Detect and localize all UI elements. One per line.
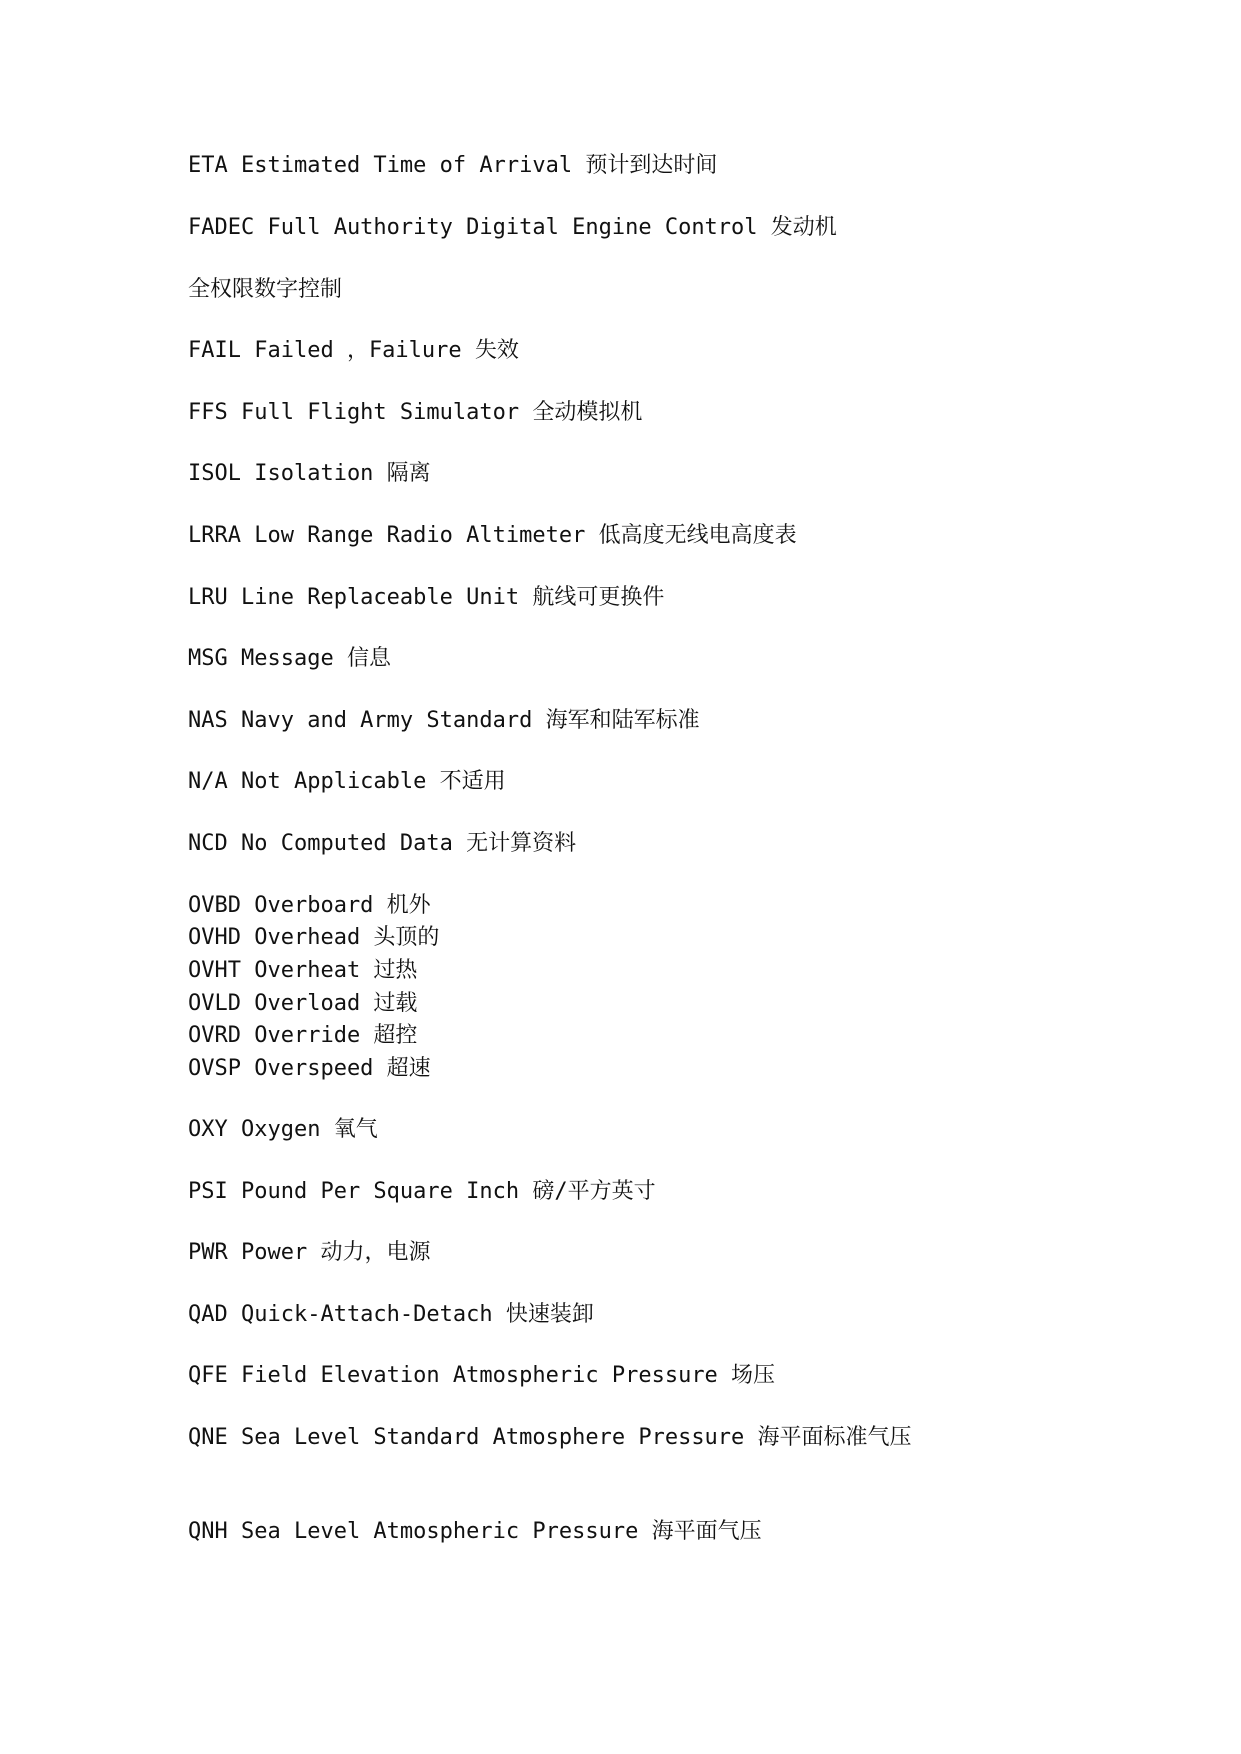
entry-ovhd: OVHD Overhead 头顶的 [188, 925, 440, 950]
entry-msg: MSG Message 信息 [188, 646, 391, 671]
entry-lrra: LRRA Low Range Radio Altimeter 低高度无线电高度表 [188, 523, 797, 548]
entry-qne: QNE Sea Level Standard Atmosphere Pressure 海平面标准气压 [188, 1425, 912, 1450]
entry-isol: ISOL Isolation 隔离 [188, 461, 431, 486]
entry-fadec-cont: 全权限数字控制 [188, 277, 343, 302]
entry-na: N/A Not Applicable 不适用 [188, 769, 506, 794]
entry-ovrd: OVRD Override 超控 [188, 1023, 418, 1048]
entry-pwr: PWR Power 动力，电源 [188, 1240, 431, 1265]
entry-fadec: FADEC Full Authority Digital Engine Control 发动机 [188, 215, 837, 240]
entry-qnh: QNH Sea Level Atmospheric Pressure 海平面气压 [188, 1519, 762, 1544]
entry-ncd: NCD No Computed Data 无计算资料 [188, 831, 577, 856]
entry-qfe: QFE Field Elevation Atmospheric Pressure 场压 [188, 1363, 776, 1388]
entry-ffs: FFS Full Flight Simulator 全动模拟机 [188, 400, 643, 425]
entry-fail: FAIL Failed ，Failure 失效 [188, 338, 519, 363]
entry-ovbd: OVBD Overboard 机外 [188, 893, 431, 918]
entry-eta: ETA Estimated Time of Arrival 预计到达时间 [188, 153, 718, 178]
entry-psi: PSI Pound Per Square Inch 磅/平方英寸 [188, 1179, 656, 1204]
entry-qad: QAD Quick-Attach-Detach 快速装卸 [188, 1302, 594, 1327]
entry-oxy: OXY Oxygen 氧气 [188, 1117, 378, 1142]
entry-ovht: OVHT Overheat 过热 [188, 958, 418, 983]
entry-lru: LRU Line Replaceable Unit 航线可更换件 [188, 585, 665, 610]
entry-nas: NAS Navy and Army Standard 海军和陆军标准 [188, 708, 700, 733]
entry-ovsp: OVSP Overspeed 超速 [188, 1056, 431, 1081]
entry-ovld: OVLD Overload 过载 [188, 991, 418, 1016]
